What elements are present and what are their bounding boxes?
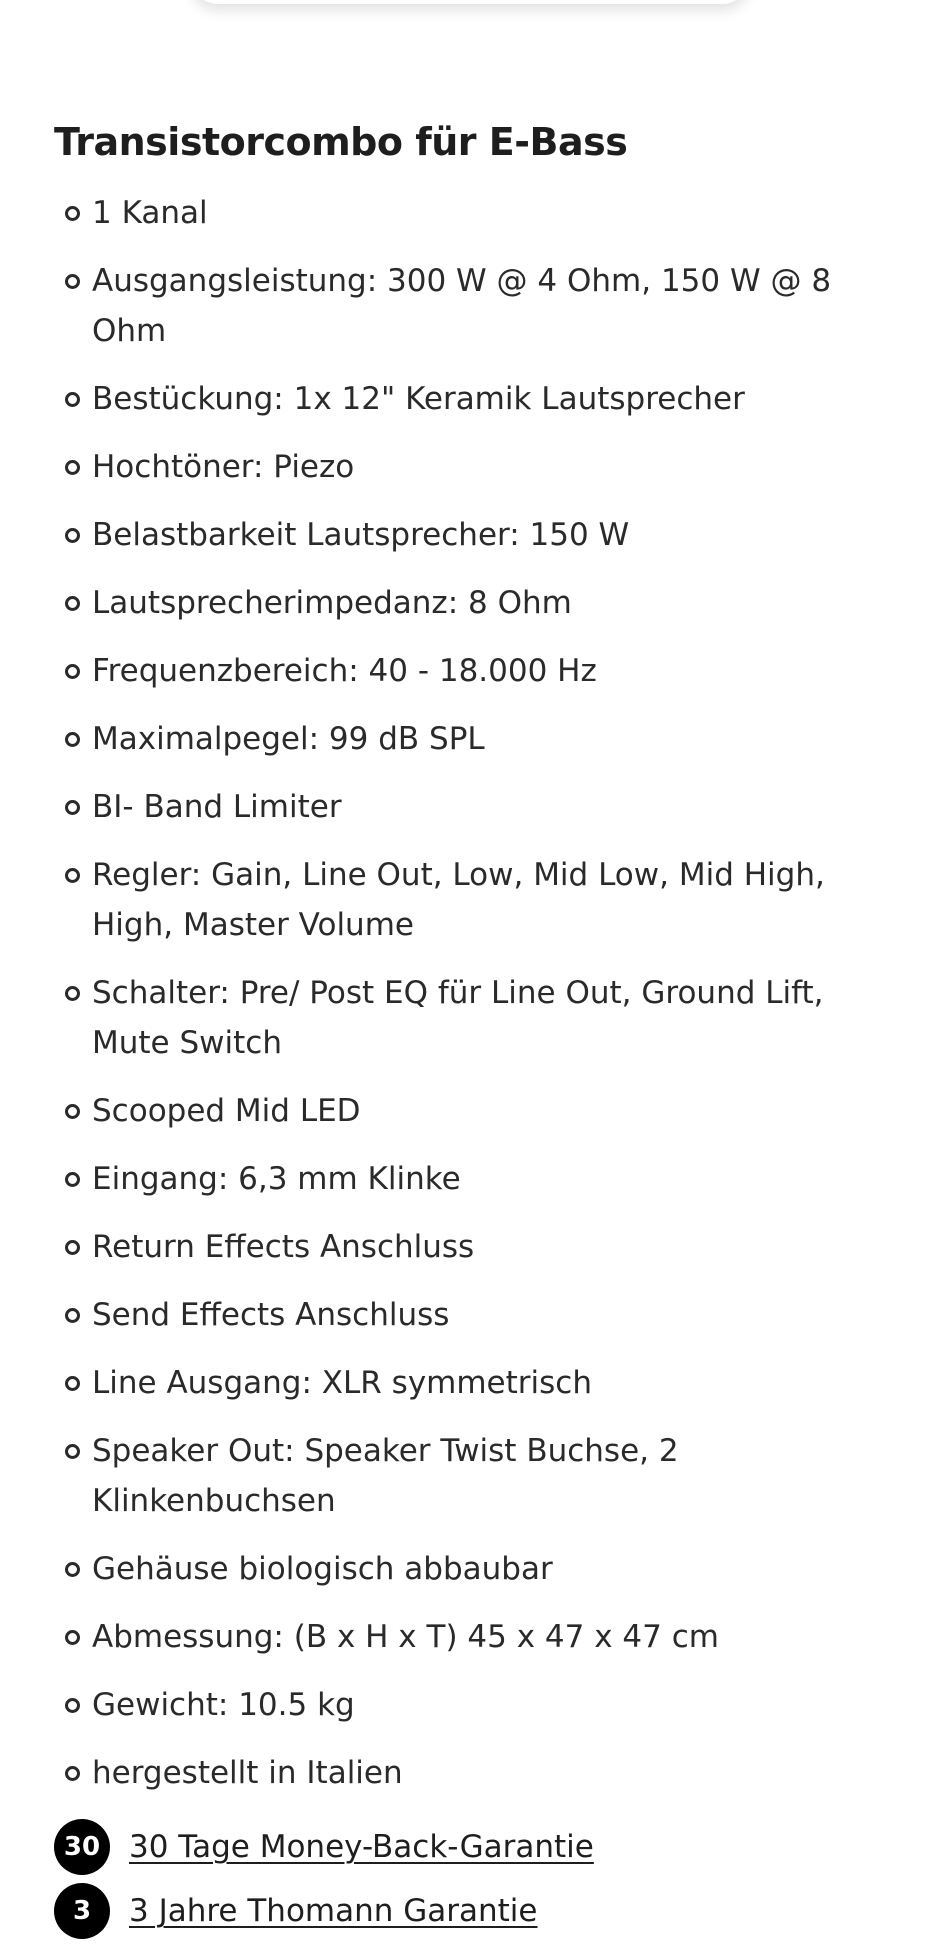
spec-text: Maximalpegel: 99 dB SPL	[92, 721, 485, 757]
spec-text: Send Effects Anschluss	[92, 1297, 450, 1333]
spec-item	[54, 714, 894, 764]
warranty-badge-icon: 3	[54, 1883, 110, 1939]
spec-item	[54, 256, 894, 356]
product-image-card	[190, 0, 750, 4]
bullet-icon	[65, 868, 80, 883]
bullet-icon	[65, 1308, 80, 1323]
spec-text: Lautsprecherimpedanz: 8 Ohm	[92, 585, 572, 621]
spec-item	[54, 578, 894, 628]
spec-item	[54, 188, 894, 238]
bullet-icon	[65, 664, 80, 679]
guarantee-list	[54, 1820, 894, 1938]
spec-text: Regler: Gain, Line Out, Low, Mid Low, Mid High, High, Master Volume	[92, 857, 825, 943]
spec-text: Abmessung: (B x H x T) 45 x 47 x 47 cm	[92, 1619, 719, 1655]
money-back-badge-icon: 30	[54, 1819, 110, 1875]
bullet-icon	[65, 528, 80, 543]
spec-item	[54, 374, 894, 424]
spec-text: BI- Band Limiter	[92, 789, 342, 825]
bullet-icon	[65, 1376, 80, 1391]
spec-text: Hochtöner: Piezo	[92, 449, 355, 485]
bullet-icon	[65, 1630, 80, 1645]
bullet-icon	[65, 392, 80, 407]
section-title: Transistorcombo für E-Bass	[54, 120, 628, 164]
spec-text: Ausgangsleistung: 300 W @ 4 Ohm, 150 W @ 8 Ohm	[92, 263, 832, 349]
bullet-icon	[65, 274, 80, 289]
spec-item	[54, 1358, 894, 1408]
bullet-icon	[65, 986, 80, 1001]
spec-item	[54, 442, 894, 492]
spec-item	[54, 1612, 894, 1662]
spec-item	[54, 782, 894, 832]
thomann-warranty-link[interactable]: 3 Jahre Thomann Garantie	[129, 1893, 538, 1929]
spec-item	[54, 1426, 894, 1526]
spec-text: Gehäuse biologisch abbaubar	[92, 1551, 553, 1587]
bullet-icon	[65, 732, 80, 747]
spec-text: Schalter: Pre/ Post EQ für Line Out, Ground Lift, Mute Switch	[92, 975, 824, 1061]
spec-item	[54, 1680, 894, 1730]
spec-list	[54, 188, 894, 1798]
spec-text: Frequenzbereich: 40 - 18.000 Hz	[92, 653, 597, 689]
bullet-icon	[65, 460, 80, 475]
spec-text: Speaker Out: Speaker Twist Buchse, 2 Klinkenbuchsen	[92, 1433, 679, 1519]
spec-item	[54, 646, 894, 696]
spec-text: Line Ausgang: XLR symmetrisch	[92, 1365, 592, 1401]
thomann-warranty	[54, 1884, 894, 1938]
spec-text: hergestellt in Italien	[92, 1755, 403, 1791]
bullet-icon	[65, 1104, 80, 1119]
spec-text: Gewicht: 10.5 kg	[92, 1687, 355, 1723]
bullet-icon	[65, 1698, 80, 1713]
money-back-guarantee-link[interactable]: 30 Tage Money-Back-Garantie	[129, 1829, 594, 1865]
spec-item	[54, 1748, 894, 1798]
bullet-icon	[65, 1562, 80, 1577]
bullet-icon	[65, 800, 80, 815]
spec-text: Bestückung: 1x 12" Keramik Lautsprecher	[92, 381, 745, 417]
spec-text: Eingang: 6,3 mm Klinke	[92, 1161, 461, 1197]
spec-item	[54, 1290, 894, 1340]
bullet-icon	[65, 1240, 80, 1255]
spec-item	[54, 1154, 894, 1204]
money-back-guarantee	[54, 1820, 894, 1874]
spec-item	[54, 1086, 894, 1136]
bullet-icon	[65, 1172, 80, 1187]
spec-item	[54, 1544, 894, 1594]
bullet-icon	[65, 206, 80, 221]
bullet-icon	[65, 596, 80, 611]
spec-item	[54, 1222, 894, 1272]
spec-item	[54, 968, 894, 1068]
spec-text: Belastbarkeit Lautsprecher: 150 W	[92, 517, 630, 553]
spec-item	[54, 850, 894, 950]
spec-text: 1 Kanal	[92, 195, 208, 231]
spec-text: Scooped Mid LED	[92, 1093, 361, 1129]
spec-item	[54, 510, 894, 560]
bullet-icon	[65, 1766, 80, 1781]
spec-text: Return Effects Anschluss	[92, 1229, 475, 1265]
product-details-section	[54, 118, 894, 1948]
bullet-icon	[65, 1444, 80, 1459]
